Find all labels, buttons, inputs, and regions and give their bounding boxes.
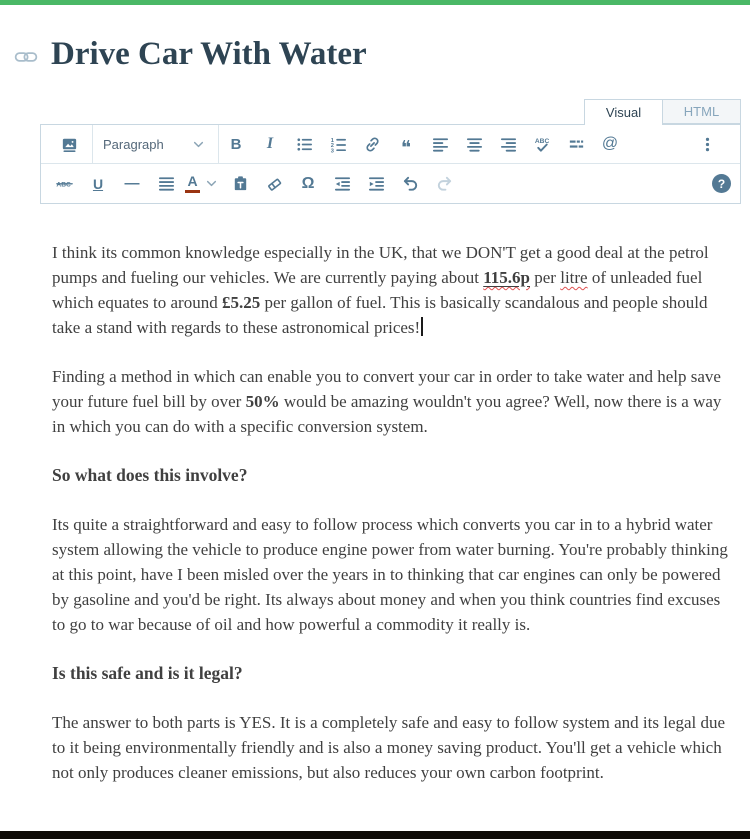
post-title-row (14, 36, 367, 72)
strikethrough-icon (55, 174, 74, 193)
content-heading (52, 661, 731, 686)
blockquote-glyph: ❝ (400, 137, 412, 159)
mention-glyph: @ (601, 135, 619, 152)
chevron-down-icon (202, 174, 221, 193)
spellcheck-icon (533, 135, 552, 154)
link-icon (363, 135, 382, 154)
text-segment: I think its common knowledge especially in the UK, that we DON'T get a good deal at the petrol pumps and fueling our vehicles. We are currently paying about (52, 243, 709, 287)
text-segment: The answer to both parts is YES. It is a completely safe and easy to follow system and its legal due to it being environmentally friendly and is also a money saving product. You'll get a vehicle which not only produces cleaner emissions, but also reduces your own carbon footprint. (52, 713, 726, 782)
underline-glyph: U (92, 175, 104, 192)
outdent-button[interactable] (325, 165, 359, 203)
align-left-icon (431, 135, 450, 154)
text-color-button[interactable] (183, 165, 223, 203)
content-heading (52, 463, 731, 488)
editor-toolbar (40, 124, 741, 204)
strikethrough-button[interactable] (47, 165, 81, 203)
insert-read-more-button[interactable] (559, 125, 593, 163)
indent-icon (367, 174, 386, 193)
top-accent-bar (0, 0, 750, 5)
format-select-button[interactable] (93, 125, 219, 163)
special-character-button[interactable] (291, 165, 325, 203)
blockquote-button[interactable] (389, 125, 423, 163)
content-paragraph (52, 512, 731, 637)
more-options-button[interactable] (690, 125, 724, 163)
content-paragraph (52, 240, 731, 340)
bullet-list-button[interactable] (287, 125, 321, 163)
svg-text:2: 2 (330, 142, 334, 149)
text-segment: per (530, 268, 561, 287)
page-title: Drive Car With Water (51, 36, 367, 72)
italic-glyph: I (266, 135, 274, 152)
align-right-icon (499, 135, 518, 154)
tab-visual[interactable]: Visual (584, 99, 663, 125)
add-media-icon (60, 135, 79, 154)
chevron-down-icon (189, 135, 208, 154)
editor-mode-tabs (40, 99, 741, 124)
eraser-icon (265, 174, 284, 193)
italic-button[interactable] (253, 125, 287, 163)
text-segment: 50% (245, 392, 280, 411)
undo-icon (401, 174, 420, 193)
content-paragraph (52, 364, 731, 439)
help-button[interactable]: ? (712, 174, 731, 193)
insert-link-button[interactable] (355, 125, 389, 163)
below-fold-image (0, 831, 750, 839)
text-segment: of unleaded fuel which equates to around (52, 268, 703, 312)
svg-text:3: 3 (330, 147, 334, 154)
permalink-chain-icon[interactable] (14, 46, 38, 68)
toolbar-row-2 (41, 164, 740, 203)
text-segment: So what does this involve? (52, 465, 248, 485)
text-segment: Its quite a straightforward and easy to follow process which converts you car in to a hybrid water system allowing the vehicle to produce engine power from water burning. You're probably thinking at this point, have I been misled over the years in to thinking that car engines can only be powered by gasoline and you'd be right. Its always about money and when you think countries find excuses to go to war because of oil and how powerful a commodity it really is. (52, 515, 728, 634)
numbered-list-icon (329, 135, 348, 154)
text-segment: £5.25 (221, 293, 261, 312)
horizontal-rule-glyph: — (124, 175, 140, 192)
editor-content[interactable] (40, 204, 741, 785)
svg-text:ABC: ABC (55, 181, 71, 189)
underline-button[interactable] (81, 165, 115, 203)
text-segment: 115.6p (483, 268, 530, 287)
bullet-list-icon (295, 135, 314, 154)
outdent-icon (333, 174, 352, 193)
tab-html[interactable]: HTML (663, 99, 741, 124)
post-editor (40, 99, 741, 809)
align-center-icon (465, 135, 484, 154)
text-segment: Is this safe and is it legal? (52, 663, 243, 683)
redo-icon (435, 174, 454, 193)
paste-as-text-button[interactable] (223, 165, 257, 203)
text-segment: would be amazing wouldn't you agree? Well, now there is a way in which you can do with a specific conversion system. (52, 392, 722, 436)
spellcheck-button[interactable] (525, 125, 559, 163)
content-paragraph (52, 710, 731, 785)
text-segment: litre (560, 268, 588, 287)
svg-text:ABC: ABC (534, 137, 549, 145)
text-segment: Finding a method in which can enable you to convert your car in order to take water and help save your future fuel bill by over (52, 367, 721, 411)
text-color-icon: A (185, 174, 200, 194)
numbered-list-button[interactable] (321, 125, 355, 163)
justify-button[interactable] (149, 165, 183, 203)
toolbar-row-1 (41, 125, 740, 164)
kebab-icon (698, 135, 717, 154)
align-left-button[interactable] (423, 125, 457, 163)
justify-icon (157, 174, 176, 193)
mention-button[interactable] (593, 125, 627, 163)
redo-button[interactable] (427, 165, 461, 203)
special-character-glyph: Ω (301, 174, 315, 192)
bold-glyph: B (230, 135, 242, 153)
read-more-icon (567, 135, 586, 154)
clear-formatting-button[interactable] (257, 165, 291, 203)
text-caret (421, 317, 423, 336)
undo-button[interactable] (393, 165, 427, 203)
svg-text:1: 1 (330, 137, 334, 144)
align-center-button[interactable] (457, 125, 491, 163)
indent-button[interactable] (359, 165, 393, 203)
paste-text-icon (231, 174, 250, 193)
text-segment: per gallon of fuel. This is basically scandalous and people should take a stand with regards to these astronomical prices! (52, 293, 708, 337)
bold-button[interactable] (219, 125, 253, 163)
add-media-button[interactable] (47, 125, 93, 163)
format-select-label: Paragraph (103, 136, 164, 152)
text-color-swatch (185, 190, 200, 194)
align-right-button[interactable] (491, 125, 525, 163)
horizontal-rule-button[interactable] (115, 165, 149, 203)
